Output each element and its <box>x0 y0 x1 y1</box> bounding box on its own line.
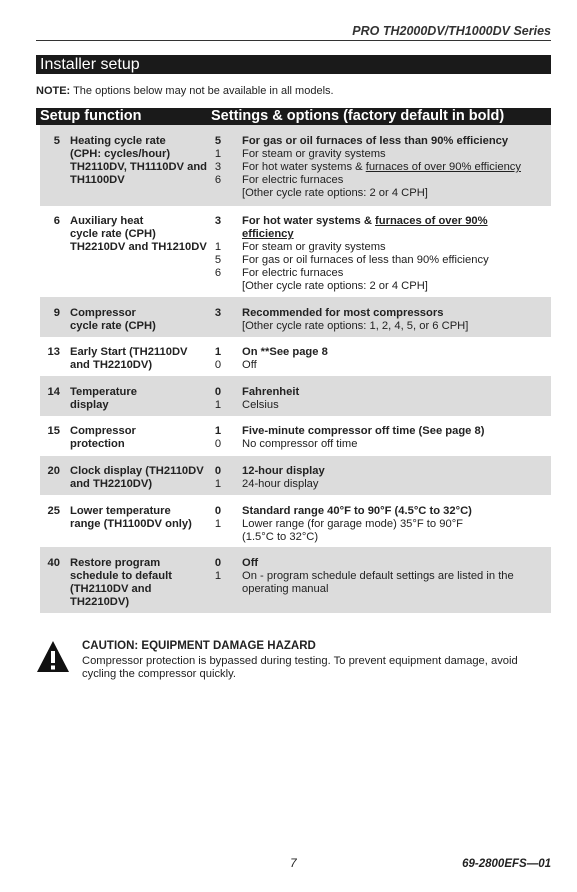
function-line: Restore program <box>70 557 161 569</box>
table-row <box>40 297 551 337</box>
function-line: Temperature <box>70 386 137 398</box>
setting-description: For steam or gravity systems <box>242 241 386 253</box>
setup-number: 20 <box>47 465 60 477</box>
setup-number: 25 <box>47 505 60 517</box>
setting-description: efficiency <box>242 228 294 240</box>
note-label: NOTE: <box>36 85 71 97</box>
document-code: 69-2800EFS—01 <box>462 858 551 870</box>
function-line: protection <box>70 438 125 450</box>
function-line: (TH2110DV and <box>70 583 152 595</box>
setup-function <box>70 465 220 491</box>
setting-descriptions <box>242 386 552 412</box>
description-underlined: furnaces of over 90% efficiency <box>365 161 521 173</box>
setting-value: 1 <box>214 478 222 490</box>
setting-value: 0 <box>214 557 222 569</box>
setup-number: 15 <box>47 425 60 437</box>
function-line: schedule to default <box>70 570 172 582</box>
setting-description: [Other cycle rate options: 2 or 4 CPH] <box>242 187 428 199</box>
setting-descriptions <box>242 346 552 372</box>
function-line: and TH2210DV) <box>70 478 153 490</box>
function-line: TH2210DV and TH1210DV <box>70 241 207 253</box>
warning-triangle-icon <box>36 640 70 674</box>
setup-number: 5 <box>53 135 60 147</box>
setting-value: 1 <box>214 346 222 358</box>
function-line: Compressor <box>70 307 136 319</box>
setup-function <box>70 557 220 609</box>
setting-description <box>242 215 552 228</box>
function-line: display <box>70 399 109 411</box>
setting-value: 3 <box>214 215 222 227</box>
setting-value: 1 <box>214 241 222 253</box>
setting-description: For gas or oil furnaces of less than 90% efficiency <box>242 135 509 147</box>
setting-values <box>212 307 224 320</box>
setting-descriptions <box>242 307 552 333</box>
setting-values <box>212 135 224 187</box>
function-line: Clock display (TH2110DV <box>70 465 204 477</box>
setup-function <box>70 215 220 254</box>
setting-description: On **See page 8 <box>242 346 328 358</box>
setting-description: For electric furnaces <box>242 267 344 279</box>
note-text: The options below may not be available in all models. <box>70 85 334 97</box>
function-line: Early Start (TH2110DV <box>70 346 188 358</box>
setting-descriptions <box>242 135 552 200</box>
setting-description: Fahrenheit <box>242 386 300 398</box>
setting-values <box>212 215 224 280</box>
table-row <box>40 495 551 547</box>
setting-descriptions <box>242 505 552 544</box>
setting-value: 1 <box>214 570 222 582</box>
setting-value: 1 <box>214 425 222 437</box>
setting-description <box>242 161 552 174</box>
setting-description: For electric furnaces <box>242 174 344 186</box>
header-rule <box>36 40 551 41</box>
setup-function <box>70 307 220 333</box>
function-line: TH2210DV) <box>70 596 130 608</box>
setting-description: Lower range (for garage mode) 35°F to 90°F <box>242 518 464 530</box>
setting-description: For steam or gravity systems <box>242 148 386 160</box>
table-row <box>40 416 551 456</box>
note <box>36 85 334 97</box>
setup-function <box>70 346 220 372</box>
setting-descriptions <box>242 425 552 451</box>
setting-value: 1 <box>214 148 222 160</box>
setup-number: 13 <box>47 346 60 358</box>
setting-description: 12-hour display <box>242 465 325 477</box>
setting-description: [Other cycle rate options: 2 or 4 CPH] <box>242 280 428 292</box>
setting-value: 5 <box>214 135 222 147</box>
function-line: cycle rate (CPH) <box>70 320 156 332</box>
setting-value: 0 <box>214 386 222 398</box>
setup-function <box>70 135 220 187</box>
setup-number: 6 <box>53 215 60 227</box>
setting-value: 5 <box>214 254 222 266</box>
setting-description: 24-hour display <box>242 478 319 490</box>
setup-number: 9 <box>53 307 60 319</box>
description-underlined: furnaces of over 90% <box>375 215 488 227</box>
setting-description: (1.5°C to 32°C) <box>242 531 319 543</box>
setting-value: 6 <box>214 267 222 279</box>
setting-values <box>212 425 224 451</box>
setting-description: Celsius <box>242 399 279 411</box>
table-row <box>40 125 551 206</box>
function-line: TH2110DV, TH1110DV and <box>70 161 208 173</box>
function-line: cycle rate (CPH) <box>70 228 156 240</box>
table-row <box>40 547 551 613</box>
setting-description: For gas or oil furnaces of less than 90% efficiency <box>242 254 489 266</box>
setting-value: 1 <box>214 399 222 411</box>
setting-values <box>212 386 224 412</box>
function-line: (CPH: cycles/hour) <box>70 148 171 160</box>
document-series-title: PRO TH2000DV/TH1000DV Series <box>352 24 551 38</box>
setting-description: No compressor off time <box>242 438 358 450</box>
setting-values <box>212 505 224 531</box>
caution-title: CAUTION: EQUIPMENT DAMAGE HAZARD <box>82 640 316 652</box>
setting-value: 0 <box>214 359 222 371</box>
function-line: Auxiliary heat <box>70 215 144 227</box>
section-title: Installer setup <box>36 55 551 74</box>
setting-description: Off <box>242 557 259 569</box>
setting-values <box>212 557 224 583</box>
table-row <box>40 376 551 416</box>
caution-text: Compressor protection is bypassed during testing. To prevent equipment damage, avoid cycling the compressor quickly. <box>82 655 518 680</box>
setting-value: 0 <box>214 505 222 517</box>
setting-description: On - program schedule default settings are listed in the <box>242 570 514 582</box>
table-row <box>40 337 551 376</box>
setup-function <box>70 425 220 451</box>
page-number: 7 <box>290 856 297 870</box>
setup-number: 14 <box>47 386 60 398</box>
setting-value: 3 <box>214 161 222 173</box>
setting-description: [Other cycle rate options: 1, 2, 4, 5, or 6 CPH] <box>242 320 469 332</box>
setting-values <box>212 346 224 372</box>
setup-function <box>70 505 220 531</box>
setting-value <box>212 228 224 241</box>
setting-value: 6 <box>214 174 222 186</box>
setting-value: 3 <box>214 307 222 319</box>
setting-descriptions <box>242 557 552 596</box>
setting-descriptions <box>242 215 552 293</box>
column-header-settings: Settings & options (factory default in bold) <box>211 108 505 124</box>
setting-description: Off <box>242 359 257 371</box>
setup-number: 40 <box>47 557 60 569</box>
function-line: TH1100DV <box>70 174 125 186</box>
setting-value: 1 <box>214 518 222 530</box>
function-line: Lower temperature <box>70 505 171 517</box>
table-row <box>40 456 551 495</box>
setting-value: 0 <box>214 438 222 450</box>
table-header <box>36 108 551 125</box>
description-text: For hot water systems & <box>242 161 366 173</box>
setting-description: operating manual <box>242 583 329 595</box>
setting-descriptions <box>242 465 552 491</box>
setting-values <box>212 465 224 491</box>
function-line: Heating cycle rate <box>70 135 166 147</box>
description-text: For hot water systems & <box>242 215 376 227</box>
setup-function <box>70 386 220 412</box>
column-header-function: Setup function <box>40 108 142 124</box>
function-line: range (TH1100DV only) <box>70 518 192 530</box>
setting-description: Recommended for most compressors <box>242 307 444 319</box>
function-line: and TH2210DV) <box>70 359 153 371</box>
setting-value: 0 <box>214 465 222 477</box>
setting-description: Five-minute compressor off time (See page 8) <box>242 425 485 437</box>
table-row <box>40 206 551 296</box>
function-line: Compressor <box>70 425 136 437</box>
setting-description: Standard range 40°F to 90°F (4.5°C to 32°C) <box>242 505 472 517</box>
